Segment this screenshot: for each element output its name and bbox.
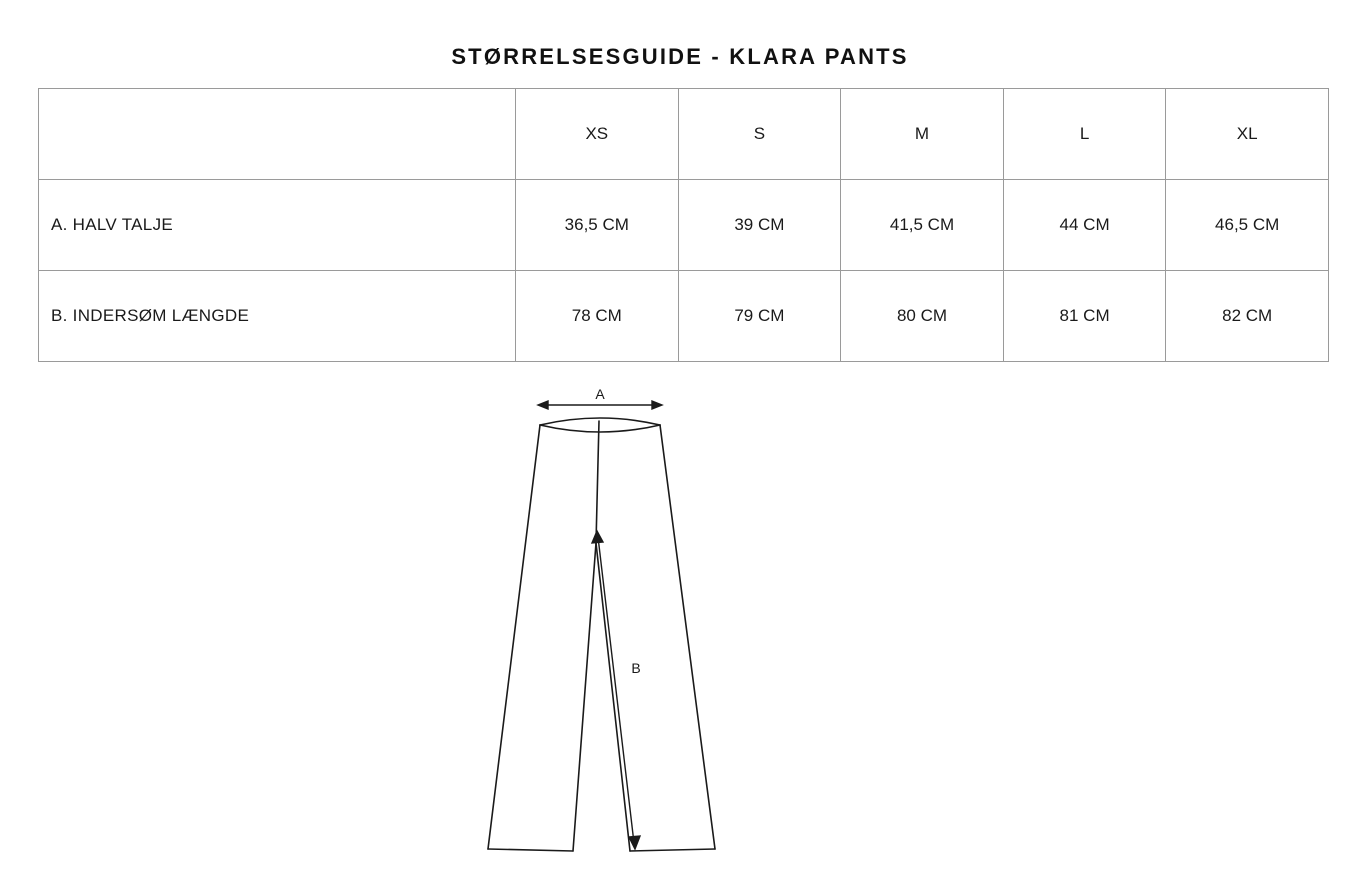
right-inner-seam [596,543,630,851]
cell-indersom-xs: 78 CM [516,271,679,362]
cell-halv-talje-xs: 36,5 CM [516,180,679,271]
table-corner-cell [39,89,516,180]
right-hem [630,849,715,851]
pants-diagram [0,385,1360,885]
left-outer-seam [488,425,540,849]
cell-indersom-s: 79 CM [678,271,841,362]
cell-halv-talje-xl: 46,5 CM [1166,180,1329,271]
size-table-container [38,88,1328,362]
column-header-s: S [678,89,841,180]
measurement-a-arrow [538,401,662,409]
cell-indersom-m: 80 CM [841,271,1004,362]
cell-indersom-l: 81 CM [1003,271,1166,362]
column-header-xl: XL [1166,89,1329,180]
right-outer-seam [660,425,715,849]
waistband-under-curve [540,425,660,432]
table-row [39,271,1329,362]
measurement-a-label: A [595,386,605,402]
table-row [39,180,1329,271]
column-header-xs: XS [516,89,679,180]
cell-halv-talje-l: 44 CM [1003,180,1166,271]
row-label-halv-talje: A. HALV TALJE [39,180,516,271]
center-front-seam [596,421,599,543]
measurement-b-label: B [631,660,641,676]
table-header-row [39,89,1329,180]
size-table [38,88,1329,362]
waistband-line [540,418,660,425]
left-hem [488,849,573,851]
cell-halv-talje-s: 39 CM [678,180,841,271]
page-title: STØRRELSESGUIDE - KLARA PANTS [451,44,909,69]
column-header-l: L [1003,89,1166,180]
column-header-m: M [841,89,1004,180]
left-inner-seam [573,543,596,851]
cell-indersom-xl: 82 CM [1166,271,1329,362]
cell-halv-talje-m: 41,5 CM [841,180,1004,271]
row-label-indersom-laengde: B. INDERSØM LÆNGDE [39,271,516,362]
